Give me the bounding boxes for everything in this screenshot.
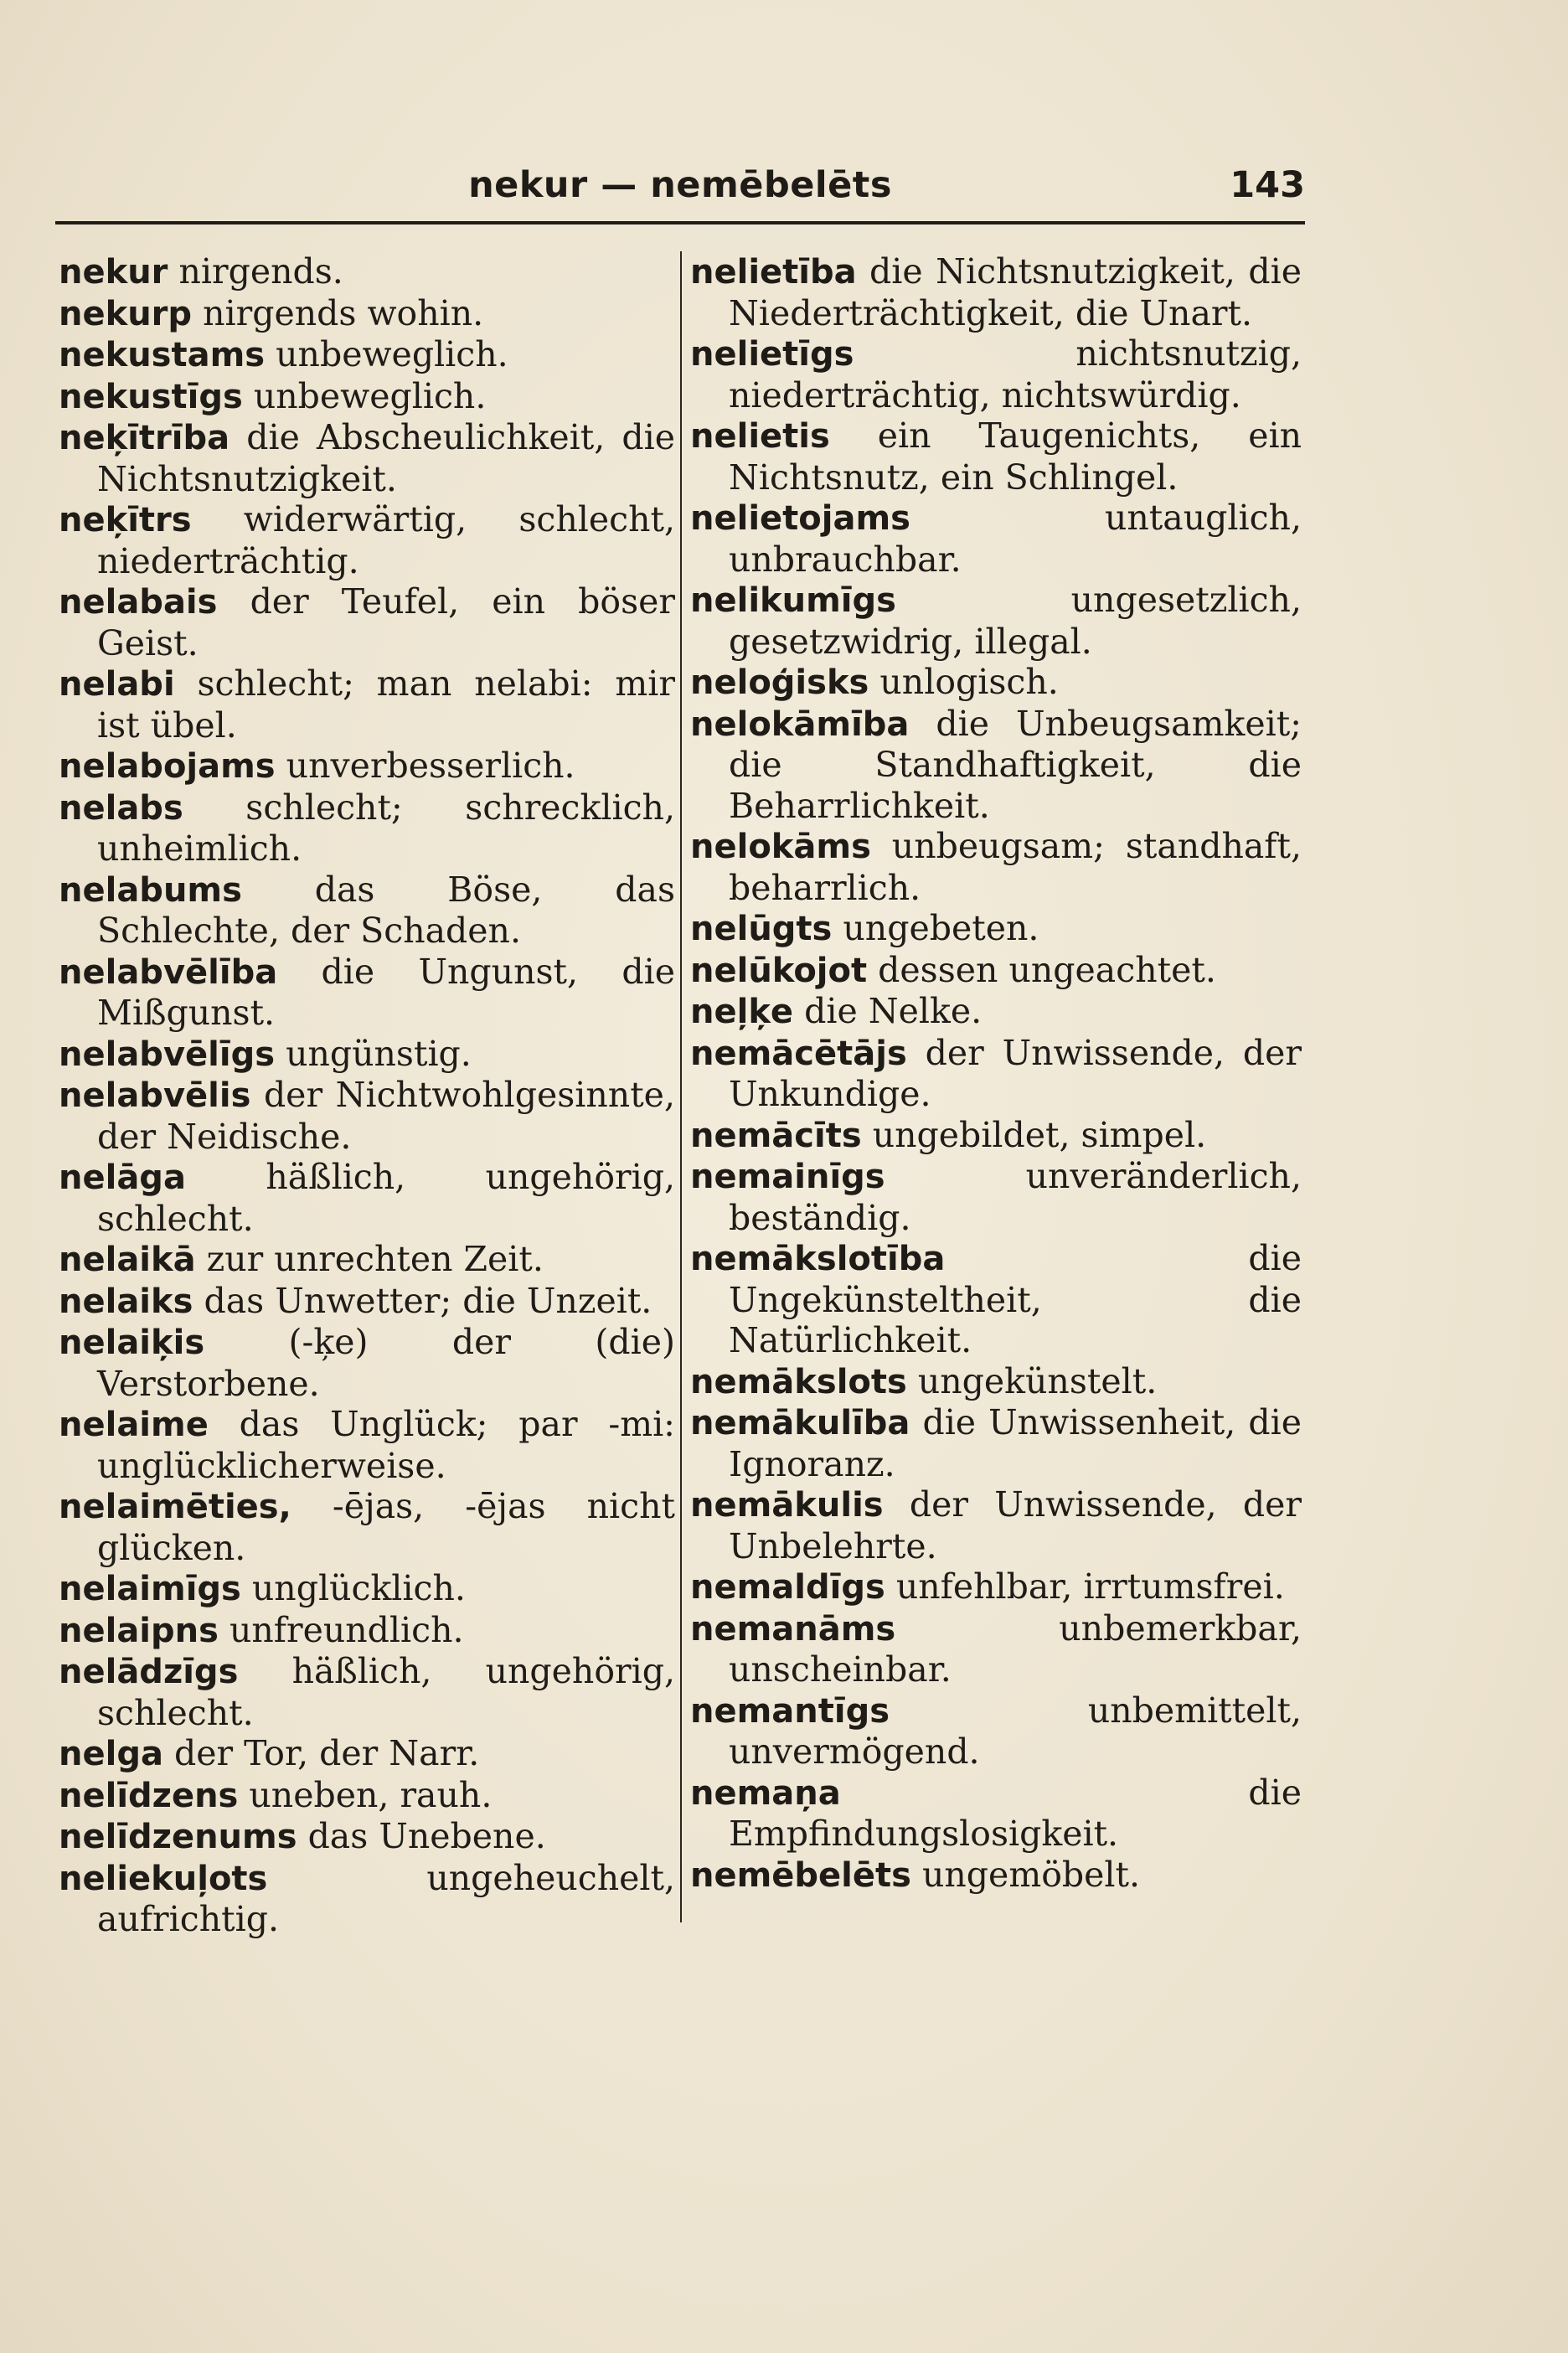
page-number: 143 <box>1230 164 1305 206</box>
entry-headword: nelietis <box>690 417 830 456</box>
entry-definition: widerwärtig, schlecht, niederträchtig. <box>97 499 675 581</box>
entry-headword: nelūgts <box>690 910 833 948</box>
dictionary-entry <box>59 376 675 418</box>
entry-headword: nelabums <box>59 870 242 910</box>
right-column <box>690 251 1302 1896</box>
dictionary-entry <box>59 1239 675 1281</box>
entry-definition: unbeweglich. <box>276 334 508 374</box>
entry-definition: der Unwissende, der Unkundige. <box>729 1032 1302 1114</box>
page-header <box>55 164 1305 218</box>
entry-headword: nemantīgs <box>690 1691 890 1731</box>
entry-definition: unbemittelt, unvermögend. <box>729 1690 1302 1772</box>
entry-definition: das Böse, das Schlechte, der Schaden. <box>97 869 675 951</box>
entry-headword: nelietojams <box>690 499 910 538</box>
dictionary-entry <box>690 826 1302 908</box>
entry-definition: die Ungekünsteltheit, die Natürlichkeit. <box>729 1238 1302 1360</box>
entry-definition: -ējas, -ējas nicht glücken. <box>97 1486 675 1568</box>
dictionary-entry <box>59 1486 675 1568</box>
dictionary-entry <box>690 704 1302 827</box>
header-rule <box>55 221 1305 224</box>
entry-definition: die Empfindungslosigkeit. <box>729 1772 1302 1854</box>
column-divider <box>680 251 682 1922</box>
entry-definition: die Unbeugsamkeit; die Standhaftigkeit, die Beharrlichkeit. <box>729 703 1302 826</box>
entry-headword: nekustams <box>59 336 266 374</box>
dictionary-entry <box>59 1733 675 1775</box>
entry-definition: die Ungunst, die Mißgunst. <box>97 951 675 1033</box>
entry-headword: nelabvēlīgs <box>59 1035 276 1074</box>
entry-definition: unlogisch. <box>879 662 1059 702</box>
entry-definition: der Tor, der Narr. <box>174 1733 480 1773</box>
dictionary-entry <box>690 580 1302 662</box>
entry-definition: zur unrechten Zeit. <box>206 1239 544 1279</box>
entry-headword: neķītrība <box>59 419 230 457</box>
dictionary-entry <box>59 1281 675 1323</box>
entry-headword: nelokāms <box>690 828 871 866</box>
entry-headword: nelabi <box>59 665 175 704</box>
dictionary-entry <box>690 1566 1302 1608</box>
entry-headword: nelīdzenums <box>59 1818 297 1856</box>
dictionary-entry <box>690 1608 1302 1690</box>
dictionary-entry <box>690 1115 1302 1157</box>
entry-headword: nemākslotība <box>690 1240 946 1278</box>
dictionary-entry <box>59 581 675 663</box>
entry-headword: nemācētājs <box>690 1034 907 1073</box>
entry-headword: nelikumīgs <box>690 581 896 620</box>
entry-definition: die Abscheulichkeit, die Nichtsnutzigkeit. <box>97 417 675 499</box>
dictionary-entry <box>59 1775 675 1817</box>
entry-headword: nelaimīgs <box>59 1570 241 1608</box>
entry-definition: unbeugsam; standhaft, beharrlich. <box>729 826 1302 908</box>
entry-headword: nekur <box>59 253 168 292</box>
entry-headword: nelaiks <box>59 1282 193 1321</box>
dictionary-entry <box>59 1858 675 1940</box>
entry-definition: das Unwetter; die Unzeit. <box>204 1280 652 1321</box>
entry-headword: nekustīgs <box>59 377 243 416</box>
entry-definition: uneben, rauh. <box>249 1774 493 1815</box>
dictionary-entry <box>690 1238 1302 1361</box>
entry-headword: nelaime <box>59 1406 209 1444</box>
entry-headword: nelūkojot <box>690 951 868 990</box>
dictionary-entry <box>59 1034 675 1076</box>
entry-definition: nichtsnutzig, niederträchtig, nichtswürdig. <box>729 333 1302 415</box>
entry-headword: nemākslots <box>690 1362 907 1401</box>
entry-definition: dessen ungeachtet. <box>878 949 1216 990</box>
dictionary-entry <box>59 334 675 376</box>
dictionary-entry <box>690 1156 1302 1238</box>
entry-definition: ungekünstelt. <box>917 1360 1158 1401</box>
dictionary-entry <box>690 662 1302 704</box>
entry-definition: unverbesserlich. <box>286 746 575 786</box>
dictionary-entry <box>59 1157 675 1239</box>
entry-headword: nelaimēties, <box>59 1488 291 1526</box>
entry-definition: der Unwissende, der Unbelehrte. <box>729 1484 1302 1566</box>
entry-definition: ungeheuchelt, aufrichtig. <box>97 1857 675 1939</box>
entry-definition: ungesetzlich, gesetzwidrig, illegal. <box>729 580 1302 662</box>
entry-headword: nelādzīgs <box>59 1653 239 1691</box>
entry-definition: nirgends. <box>178 251 343 292</box>
dictionary-entry <box>59 417 675 499</box>
entry-definition: häßlich, ungehörig, schlecht. <box>97 1157 675 1239</box>
entry-headword: neloģisks <box>690 663 869 702</box>
dictionary-entry <box>59 1568 675 1610</box>
dictionary-entry <box>690 950 1302 992</box>
dictionary-entry <box>59 1322 675 1404</box>
entry-headword: nelāga <box>59 1158 186 1197</box>
dictionary-entry <box>690 1484 1302 1566</box>
entry-headword: nelaikā <box>59 1241 196 1279</box>
entry-headword: nelabojams <box>59 747 276 786</box>
dictionary-entry <box>690 1855 1302 1896</box>
entry-definition: die Unwissenheit, die Ignoranz. <box>729 1402 1302 1484</box>
dictionary-entry <box>59 499 675 581</box>
dictionary-entry <box>690 1772 1302 1855</box>
dictionary-entry <box>59 1075 675 1157</box>
dictionary-entry <box>690 1033 1302 1115</box>
entry-headword: nemākulība <box>690 1404 910 1442</box>
entry-definition: ungünstig. <box>286 1033 472 1074</box>
entry-definition: das Unglück; par -mi: unglücklicherweise. <box>97 1404 675 1486</box>
entry-headword: nemainīgs <box>690 1158 885 1196</box>
entry-headword: nelaipns <box>59 1611 219 1650</box>
dictionary-entry <box>690 1402 1302 1484</box>
dictionary-entry <box>59 1404 675 1486</box>
dictionary-entry <box>690 251 1302 333</box>
entry-definition: die Nichtsnutzigkeit, die Niederträchtigkeit, die Unart. <box>729 251 1302 333</box>
entry-headword: nelietība <box>690 253 857 292</box>
dictionary-entry <box>690 415 1302 498</box>
entry-headword: neliekuļots <box>59 1859 268 1898</box>
entry-headword: neķītrs <box>59 501 192 539</box>
entry-definition: ein Taugenichts, ein Nichtsnutz, ein Schlingel. <box>729 415 1302 498</box>
entry-headword: nelabais <box>59 583 218 622</box>
dictionary-entry <box>59 1651 675 1733</box>
entry-definition: häßlich, ungehörig, schlecht. <box>97 1651 675 1733</box>
dictionary-entry <box>59 663 675 746</box>
dictionary-entry <box>690 991 1302 1033</box>
dictionary-entry <box>59 787 675 869</box>
entry-headword: nemaņa <box>690 1773 841 1813</box>
dictionary-entry <box>59 746 675 787</box>
entry-definition: unveränderlich, beständig. <box>729 1156 1302 1238</box>
entry-headword: nelabvēlība <box>59 952 278 992</box>
entry-definition: nirgends wohin. <box>203 292 484 333</box>
entry-headword: nemākulis <box>690 1486 884 1525</box>
dictionary-entry <box>690 908 1302 950</box>
entry-definition: das Unebene. <box>307 1816 546 1856</box>
dictionary-entry <box>59 293 675 335</box>
entry-headword: neļķe <box>690 993 794 1031</box>
dictionary-entry <box>690 1361 1302 1403</box>
dictionary-entry <box>690 1690 1302 1772</box>
entry-headword: nekurp <box>59 294 193 333</box>
entry-definition: ungebildet, simpel. <box>872 1114 1207 1155</box>
entry-headword: nemanāms <box>690 1609 896 1649</box>
entry-headword: nelaiķis <box>59 1324 205 1362</box>
entry-definition: (-ķe) der (die) Verstorbene. <box>97 1322 675 1404</box>
entry-definition: der Teufel, ein böser Geist. <box>97 581 675 663</box>
entry-headword: nemācīts <box>690 1116 862 1155</box>
entry-definition: die Nelke. <box>804 991 983 1031</box>
dictionary-entry <box>690 333 1302 415</box>
entry-headword: nelabvēlis <box>59 1076 251 1115</box>
left-column <box>59 251 675 1940</box>
dictionary-entry <box>59 1816 675 1858</box>
entry-definition: unfreundlich. <box>229 1609 464 1650</box>
entry-definition: schlecht; man nelabi: mir ist übel. <box>97 663 675 746</box>
entry-headword: nelīdzens <box>59 1776 239 1815</box>
entry-definition: untauglich, unbrauchbar. <box>729 498 1302 580</box>
entry-headword: nemaldīgs <box>690 1568 885 1607</box>
dictionary-entry <box>59 251 675 293</box>
entry-definition: unfehlbar, irrtumsfrei. <box>895 1566 1285 1607</box>
running-title: nekur — nemēbelēts <box>468 164 892 206</box>
entry-definition: unglücklich. <box>251 1568 466 1608</box>
entry-headword: nelietīgs <box>690 335 854 374</box>
entry-definition: der Nichtwohlgesinnte, der Neidische. <box>97 1075 675 1157</box>
entry-definition: unbemerkbar, unscheinbar. <box>729 1607 1302 1690</box>
entry-definition: unbeweglich. <box>253 375 487 416</box>
entry-headword: nelokāmība <box>690 704 910 744</box>
entry-definition: schlecht; schrecklich, unheimlich. <box>97 787 675 869</box>
entry-headword: nelabs <box>59 788 183 828</box>
dictionary-entry <box>59 869 675 952</box>
dictionary-entry <box>59 952 675 1034</box>
dictionary-entry <box>690 498 1302 580</box>
entry-definition: ungebeten. <box>843 908 1039 948</box>
entry-headword: nemēbelēts <box>690 1855 911 1895</box>
entry-headword: nelga <box>59 1735 163 1773</box>
dictionary-entry <box>59 1610 675 1652</box>
entry-definition: ungemöbelt. <box>922 1854 1141 1895</box>
